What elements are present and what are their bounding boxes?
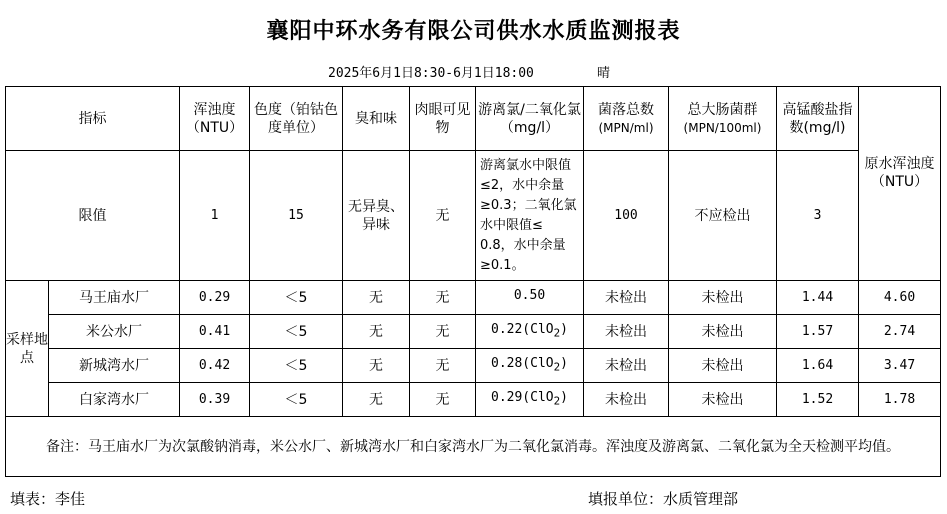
header-visible: 肉眼可见物 bbox=[410, 87, 476, 151]
report-title: 襄阳中环水务有限公司供水水质监测报表 bbox=[266, 19, 681, 44]
chlorine-main: 0.28(ClO bbox=[491, 355, 554, 371]
colony-value: 未检出 bbox=[584, 349, 669, 383]
site-name: 白家湾水厂 bbox=[49, 383, 180, 417]
permanganate-value: 1.57 bbox=[777, 315, 859, 349]
limit-visible: 无 bbox=[410, 151, 476, 281]
permanganate-value: 1.64 bbox=[777, 349, 859, 383]
limit-colony: 100 bbox=[584, 151, 669, 281]
visible-value: 无 bbox=[410, 383, 476, 417]
raw-turbidity-value: 4.60 bbox=[859, 281, 941, 315]
chlorine-subscript: 2 bbox=[553, 394, 561, 408]
visible-value: 无 bbox=[410, 349, 476, 383]
table-row bbox=[6, 383, 941, 417]
header-colony bbox=[584, 87, 669, 151]
raw-turbidity-value: 3.47 bbox=[859, 349, 941, 383]
raw-turbidity-value: 1.78 bbox=[859, 383, 941, 417]
site-name: 马王庙水厂 bbox=[49, 281, 180, 315]
chlorine-main: 0.29(ClO bbox=[491, 389, 554, 405]
colony-value: 未检出 bbox=[584, 383, 669, 417]
turbidity-value: 0.41 bbox=[180, 315, 250, 349]
coliform-value: 未检出 bbox=[669, 349, 777, 383]
limit-color: 15 bbox=[250, 151, 343, 281]
site-name: 米公水厂 bbox=[49, 315, 180, 349]
colony-value: 未检出 bbox=[584, 315, 669, 349]
odor-value: 无 bbox=[343, 315, 410, 349]
report-period: 2025年6月1日8:30-6月1日18:00 bbox=[328, 66, 534, 81]
chlorine-value bbox=[476, 383, 584, 417]
chlorine-main: 0.50 bbox=[513, 287, 546, 303]
limit-row bbox=[6, 151, 941, 281]
coliform-value: 未检出 bbox=[669, 383, 777, 417]
header-colony-label: 菌落总数 bbox=[598, 101, 654, 118]
limit-coliform: 不应检出 bbox=[669, 151, 777, 281]
color-value: ＜5 bbox=[250, 281, 343, 315]
header-indicator: 指标 bbox=[6, 87, 180, 151]
table-row bbox=[6, 315, 941, 349]
weather: 晴 bbox=[597, 66, 611, 81]
chlorine-close: ) bbox=[560, 355, 568, 371]
turbidity-value: 0.29 bbox=[180, 281, 250, 315]
odor-value: 无 bbox=[343, 349, 410, 383]
chlorine-value bbox=[476, 349, 584, 383]
header-chlorine: 游离氯/二氧化氯（mg/l） bbox=[476, 87, 584, 151]
odor-value: 无 bbox=[343, 281, 410, 315]
chlorine-close: ) bbox=[560, 321, 568, 337]
header-odor: 臭和味 bbox=[343, 87, 410, 151]
chlorine-close: ) bbox=[560, 389, 568, 405]
permanganate-value: 1.44 bbox=[777, 281, 859, 315]
header-coliform-label: 总大肠菌群 bbox=[687, 101, 758, 118]
permanganate-value: 1.52 bbox=[777, 383, 859, 417]
chlorine-main: 0.22(ClO bbox=[491, 321, 554, 337]
header-colony-unit: (MPN/ml) bbox=[598, 120, 654, 135]
remarks: 备注：马王庙水厂为次氯酸钠消毒，米公水厂、新城湾水厂和白家湾水厂为二氧化氯消毒。浑浊度及游离氯、二氧化氯为全天检测平均值。 bbox=[6, 417, 941, 477]
odor-value: 无 bbox=[343, 383, 410, 417]
turbidity-value: 0.39 bbox=[180, 383, 250, 417]
header-turbidity: 浑浊度（NTU） bbox=[180, 87, 250, 151]
header-color: 色度（铂钴色度单位） bbox=[250, 87, 343, 151]
visible-value: 无 bbox=[410, 281, 476, 315]
filler-label: 填表：李佳 bbox=[10, 490, 86, 508]
water-quality-table bbox=[5, 86, 941, 477]
raw-turbidity-value: 2.74 bbox=[859, 315, 941, 349]
site-name: 新城湾水厂 bbox=[49, 349, 180, 383]
limit-permanganate: 3 bbox=[777, 151, 859, 281]
visible-value: 无 bbox=[410, 315, 476, 349]
colony-value: 未检出 bbox=[584, 281, 669, 315]
chlorine-value bbox=[476, 315, 584, 349]
limit-turbidity: 1 bbox=[180, 151, 250, 281]
color-value: ＜5 bbox=[250, 315, 343, 349]
header-coliform bbox=[669, 87, 777, 151]
table-row bbox=[6, 281, 941, 315]
color-value: ＜5 bbox=[250, 383, 343, 417]
coliform-value: 未检出 bbox=[669, 281, 777, 315]
chlorine-value bbox=[476, 281, 584, 315]
limit-label: 限值 bbox=[6, 151, 180, 281]
header-row bbox=[6, 87, 941, 151]
table-row bbox=[6, 349, 941, 383]
chlorine-subscript: 2 bbox=[553, 326, 561, 340]
turbidity-value: 0.42 bbox=[180, 349, 250, 383]
note-row bbox=[6, 417, 941, 477]
sampling-label: 采样地点 bbox=[6, 281, 49, 417]
header-raw-turbidity: 原水浑浊度（NTU） bbox=[859, 87, 941, 281]
chlorine-subscript: 2 bbox=[553, 360, 561, 374]
limit-odor: 无异臭、异味 bbox=[343, 151, 410, 281]
coliform-value: 未检出 bbox=[669, 315, 777, 349]
color-value: ＜5 bbox=[250, 349, 343, 383]
reporting-unit: 填报单位：水质管理部 bbox=[588, 490, 739, 508]
header-coliform-unit: (MPN/100ml) bbox=[683, 120, 762, 135]
limit-chlorine: 游离氯水中限值 ≤2，水中余量≥0.3；二氧化氯水中限值≤ 0.8，水中余量≥0.1。 bbox=[476, 151, 584, 281]
header-permanganate: 高锰酸盐指数(mg/l) bbox=[777, 87, 859, 151]
